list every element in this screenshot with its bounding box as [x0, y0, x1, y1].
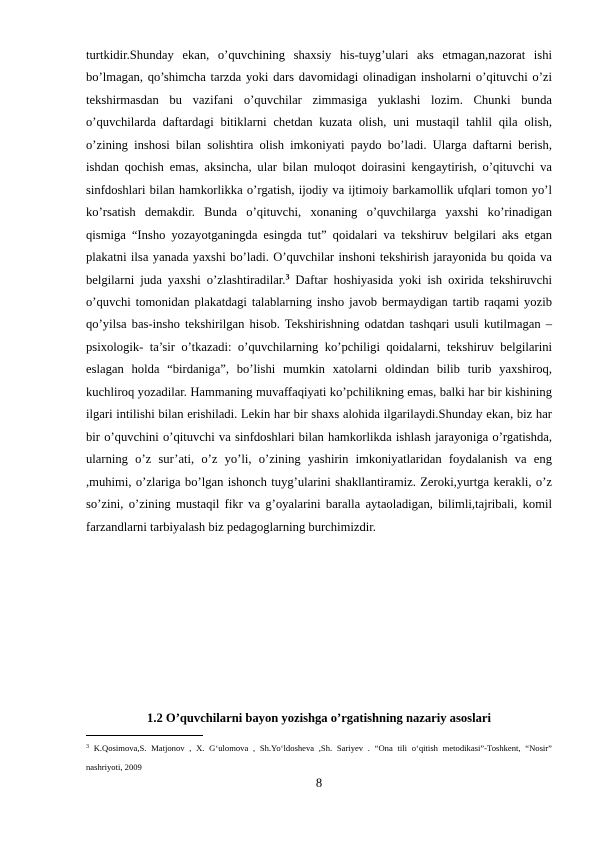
footnote-reference-marker: 3: [285, 272, 290, 282]
body-paragraph: [86, 44, 552, 538]
footnote-marker: 3: [86, 744, 89, 750]
section-heading: 1.2 O’quvchilarni bayon yozishga o’rgatishning nazariy asoslari: [147, 711, 491, 725]
paragraph-text-part-2: Daftar hoshiyasida yoki ish oxirida tekshiruvchi o’quvchi tomonidan plakatdagi talablarning insho javob bermaydigan tartib raqami yozib qo’yilsa bas-insho tekshirilgan hisob. Tekshirishning odatdan tashqari usuli kutilmagan – psixologik- ta’sir o’tkazadi: o’quvchilarning ko’pchiligi qoidalarni, tekshiruv belgilarini eslagan holda “birdaniga”, bo’lishi mumkin xatolarni oldindan bilib turib yaxshiroq, kuchliroq yozadilar. Hammaning muvaffaqiyati ko’pchilikning emas, balki har bir kishining ilgari intilishi bilan erishiladi. Lekin har bir shaxs alohida ilgarilaydi.Shunday ekan, biz har bir o’quvchini o’qituvchi va sinfdoshlari bilan hamkorlikda ishlash jarayoniga o’rgatishda, ularning o’z sur’ati, o’z yo’li, o’zining yashirin imkoniyatlaridan foydalanish va eng ,muhimi, o’zlariga bo’lgan ishonch tuyg’ularini shakllantiramiz. Zeroki,yurtga kerakli, o’z so’zini, o’zining mustaqil fikr va g’oyalarini baralla aytaoladigan, bilimli,tajribali, komil farzandlarni tarbiyalash biz pedagoglarning burchimizdir.: [86, 272, 552, 534]
footnote: [86, 739, 552, 777]
footnote-text: K.Qosimova,S. Matjonov , X. G‘ulomova , Sh.Yo‘ldosheva ,Sh. Sariyev . “Ona tili o‘qitish metodikasi”-Toshkent, “Nosir” nashriyoti, 2009: [86, 743, 552, 772]
page-number: 8: [315, 776, 323, 790]
paragraph-text-part-1: turtkidir.Shunday ekan, o’quvchining shaxsiy his-tuyg’ulari aks etmagan,nazorat ishi bo’lmagan, qo’shimcha tarzda yoki dars davomidagi olinadigan insholarni o’qituvchi o’zi tekshirmasdan bu vazifani o’quvchilar zimmasiga yuklashi lozim. Chunki bunda o’quvchilarda daftardagi bitiklarni chetdan kuzata olish, uni mustaqil tahlil qila olish, o’zining inshosi bilan solishtira olish imkoniyati paydo bo’ladi. Ularga daftarni berish, ishdan qochish emas, aksincha, ular bilan muloqot doirasini kengaytirish, o’qituvchi va sinfdoshlari bilan hamkorlikka o’rgatish, ijodiy va ijtimoiy barkamollik ufqlari tomon yo’l ko’rsatish demakdir. Bunda o’qituvchi, xonaning o’quvchilarga yaxshi ko’rinadigan qismiga “Insho yozayotganingda esingda tut” qoidalari va tekshiruv belgilari aks etgan plakatni ilsa yanada yaxshi bo’ladi. O’quvchilar inshoni tekshirish jarayonida bu qoida va belgilarni juda yaxshi o’zlashtiradilar.: [86, 48, 552, 287]
footnote-divider: [86, 735, 203, 736]
